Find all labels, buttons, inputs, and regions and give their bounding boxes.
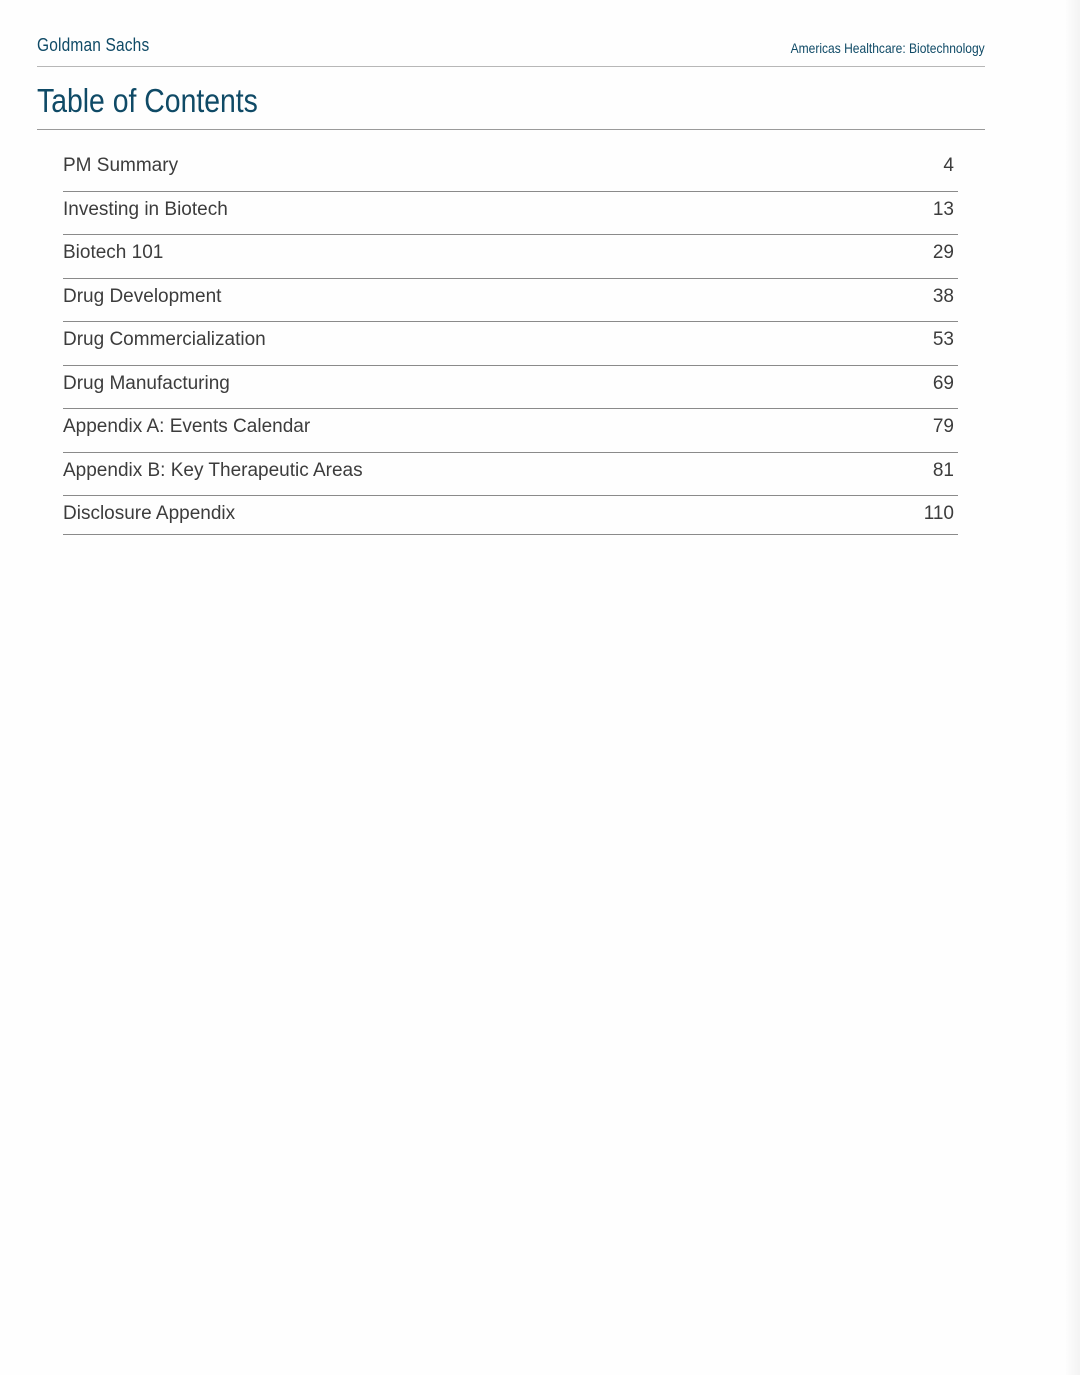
toc-entry-page: 53: [932, 329, 954, 350]
toc-entry-label: Drug Development: [63, 285, 222, 307]
toc-entry-label: Appendix A: Events Calendar: [63, 416, 311, 437]
toc-entry-page: 69: [932, 372, 954, 394]
toc-entry-page: 38: [932, 285, 954, 307]
toc-entry-label: PM Summary: [63, 155, 179, 176]
toc-entry-label: Disclosure Appendix: [63, 503, 236, 524]
toc-entry-label: Investing in Biotech: [63, 198, 228, 220]
toc-entry[interactable]: [63, 409, 958, 453]
toc-entry-page: 4: [943, 155, 954, 176]
title-divider: [37, 129, 985, 130]
toc-entry[interactable]: [63, 192, 958, 236]
toc-entry-page: 81: [932, 459, 954, 481]
brand-name: Goldman Sachs: [37, 35, 150, 55]
toc-entry[interactable]: [63, 144, 958, 192]
toc-entry-label: Drug Commercialization: [63, 329, 266, 350]
toc-entry[interactable]: [63, 496, 958, 535]
toc-entry-label: Drug Manufacturing: [63, 372, 230, 394]
toc-entry-page: 29: [932, 242, 954, 263]
page-title: Table of Contents: [37, 82, 258, 119]
table-of-contents: [63, 144, 958, 535]
toc-entry-page: 110: [923, 503, 954, 524]
toc-entry[interactable]: [63, 279, 958, 323]
section-name: Americas Healthcare: Biotechnology: [790, 40, 985, 56]
page-edge-shadow: [1066, 0, 1080, 1375]
toc-entry-label: Appendix B: Key Therapeutic Areas: [63, 459, 363, 481]
toc-entry-page: 13: [932, 198, 954, 220]
toc-entry[interactable]: [63, 453, 958, 497]
toc-entry[interactable]: [63, 322, 958, 366]
page-header: [37, 30, 985, 67]
toc-entry-label: Biotech 101: [63, 242, 164, 263]
toc-entry[interactable]: [63, 235, 958, 279]
toc-entry-page: 79: [932, 416, 954, 437]
toc-entry[interactable]: [63, 366, 958, 410]
